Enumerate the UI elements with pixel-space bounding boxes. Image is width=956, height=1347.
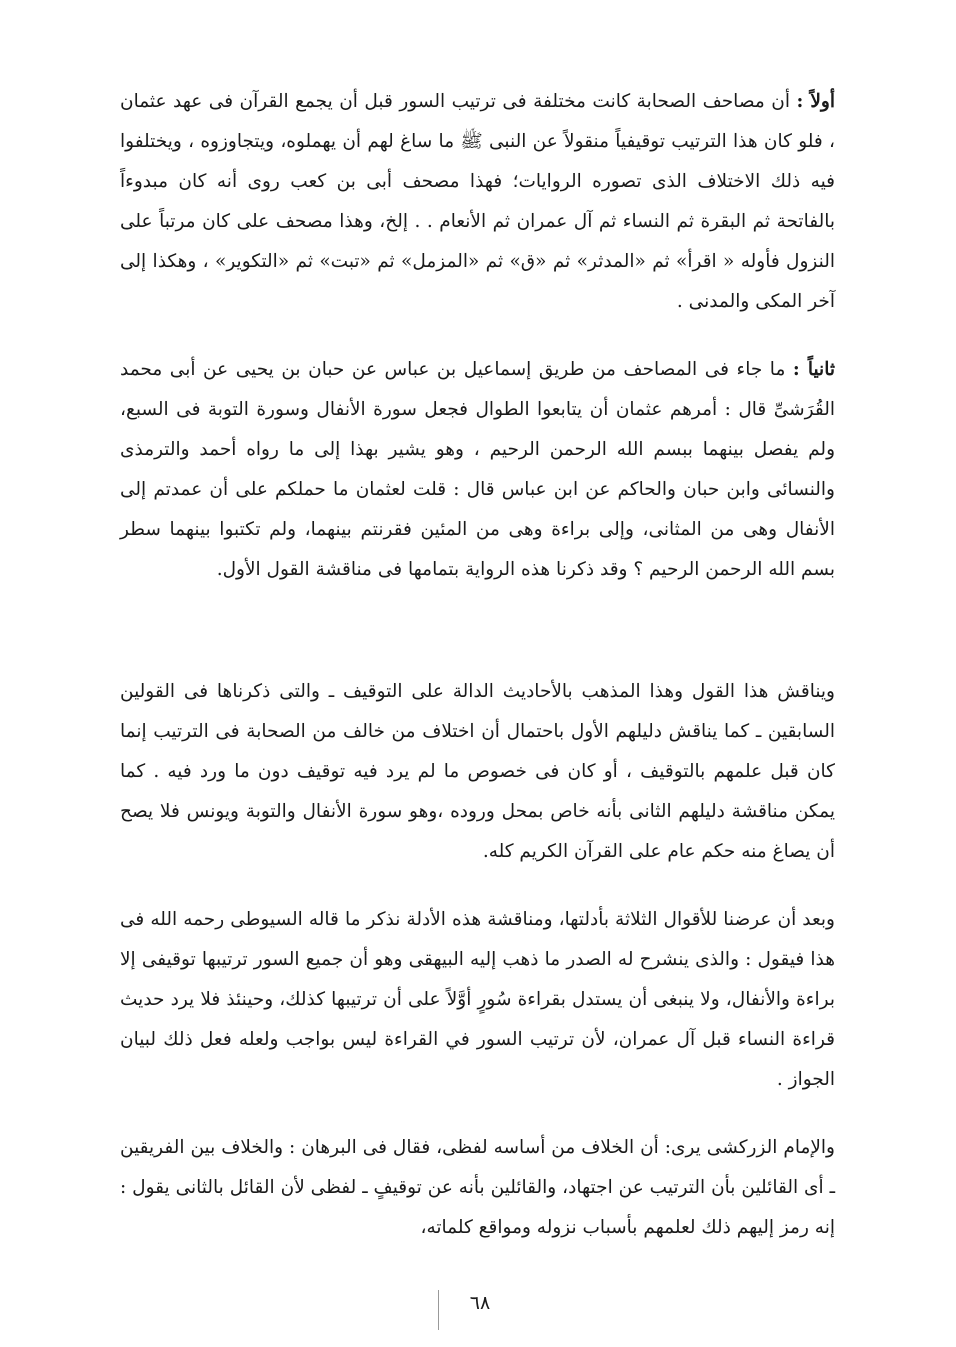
page-number-divider: [438, 1290, 439, 1330]
paragraph-body-suyuti: وبعد أن عرضنا للأقوال الثلاثة بأدلتها، ومناقشة هذه الأدلة نذكر ما قاله السيوطى رحمه الله فى هذا فيقول : والذى ينشرح له الصدر ما ذهب إليه البيهقى وهو أن جميع السور ترتيبها توقيفى إلا براءة والأنفال، ولا ينبغى أن يستدل بقراءة سُورٍ أوَّلاً على أن ترتيبها كذلك، وحينئذ فلا يرد حديث قراءة النساء قبل آل عمران، لأن ترتيب السور في القراءة ليس بواجب ولعله فعل ذلك لبيان الجواز .: [120, 909, 835, 1090]
paragraph-body-discussion: ويناقش هذا القول وهذا المذهب بالأحاديث الدالة على التوقيف ـ والتى ذكرناها فى القولين السابقين ـ كما يناقش دليلهم الأول باحتمال أن اختلاف من خالف من الصحابة فى الترتيب إنما كان قبل علمهم بالتوقيف ، أو كان فى خصوص ما لم يرد فيه توقيف دون ما ورد فيه . كما يمكن مناقشة دليلهم الثانى بأنه خاص بمحل وروده ،وهو سورة الأنفال والتوبة ويونس فلا يصح أن يصاغ منه حكم عام على القرآن الكريم كله.: [120, 681, 835, 862]
paragraph-discussion: [120, 672, 835, 872]
paragraph-body-first: أن مصاحف الصحابة كانت مختلفة فى ترتيب السور قبل أن يجمع القرآن فى عهد عثمان ، فلو كان هذا الترتيب توقيفياً منقولاً عن النبى ﷺ ما ساغ لهم أن يهملوه، ويتجاوزوه ، ويختلفوا فيه ذلك الاختلاف الذى تصوره الروايات؛ فهذا مصحف أبى بن كعب روى أنه كان مبدوءاً بالفاتحة ثم البقرة ثم النساء ثم آل عمران ثم الأنعام . . إلخ، وهذا مصحف على كان مرتباً على النزول فأوله « اقرأ» ثم «المدثر» ثم «ق» ثم «المزمل» ثم «تبت» ثم «التكوير» ، وهكذا إلى آخر المكى والمدنى .: [120, 91, 835, 312]
paragraph-body-zarkashi: والإمام الزركشى يرى: أن الخلاف من أساسه لفظى، فقال فى البرهان : والخلاف بين الفريقين ـ أى القائلين بأن الترتيب عن اجتهاد، والقائلين بأنه عن توقيفٍ ـ لفظى لأن القائل بالثانى يقول : إنه رمز إليهم ذلك لعلمهم بأسباب نزوله ومواقع كلماته،: [120, 1137, 835, 1238]
paragraph-zarkashi-opinion: [120, 1128, 835, 1248]
paragraph-second-argument: [120, 350, 835, 590]
paragraph-lead-first: أولاً :: [796, 91, 835, 112]
paragraph-suyuti-opinion: [120, 900, 835, 1100]
paragraph-lead-second: ثانياً :: [792, 359, 835, 380]
page-number: ٦٨: [469, 1292, 491, 1314]
paragraph-body-second: ما جاء فى المصاحف من طريق إسماعيل بن عباس عن حبان بن يحيى عن أبى محمد القُرَشىِّ قال : أمرهم عثمان أن يتابعوا الطوال فجعل سورة الأنفال وسورة التوبة فى السبع، ولم يفصل بينهما ببسم الله الرحمن الرحيم ، وهو يشير بهذا إلى ما رواه أحمد والترمذى والنسائى وابن حبان والحاكم عن ابن عباس قال : قلت لعثمان ما حملكم على أن عمدتم إلى الأنفال وهى من المثانى، وإلى براءة وهى من المئين فقرنتم بينهما، ولم تكتبوا بينهما سطر بسم الله الرحمن الرحيم ؟ وقد ذكرنا هذه الرواية بتمامها فى مناقشة القول الأول.: [120, 359, 835, 580]
paragraph-first-argument: [120, 82, 835, 322]
